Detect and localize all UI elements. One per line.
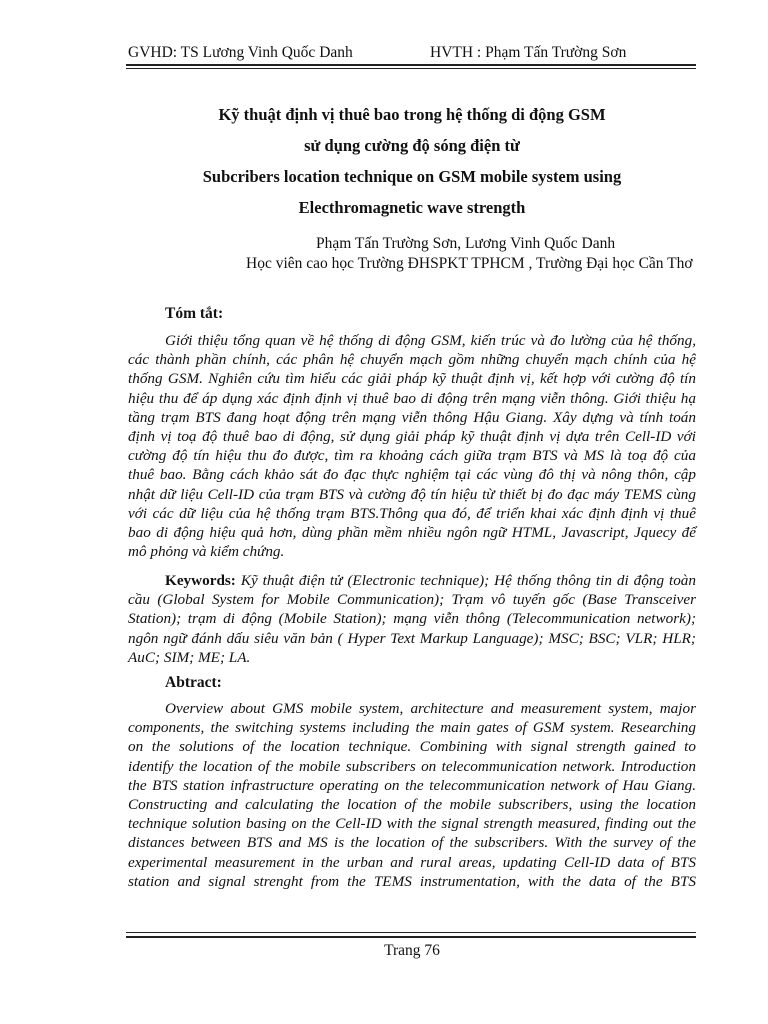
authors-block — [128, 234, 696, 274]
title-line-3: Subcribers location technique on GSM mobile system using — [202, 167, 622, 186]
footer-rule-thin — [126, 932, 696, 933]
page-header — [128, 43, 696, 63]
summary-line: với các dữ liệu của hệ thống trạm BTS.Thông qua đó, để triển khai xác định định vị thuê — [128, 504, 696, 522]
abstract-line: technique solution basing on the Cell-ID with the signal strength measured, finding out the — [128, 815, 696, 833]
summary-line: bao di động hiệu quả hơn, dùng phần mềm nhiều ngôn ngữ HTML, Javascript, Jquecy để — [128, 524, 696, 542]
summary-line: hiệu thu để áp dụng xác định định vị thuê bao di động trên mạng viễn thông. Giới thiệu hạ — [128, 389, 696, 407]
keywords-line: AuC; SIM; ME; LA. — [128, 648, 251, 666]
abstract-line: Constructing and calculating the location of the mobile subscribers, using the location — [128, 796, 696, 814]
keywords-line: cầu (Global System for Mobile Communication); Trạm vô tuyến gốc (Base Transceiver — [128, 591, 696, 609]
summary-heading: Tóm tắt: — [165, 305, 224, 322]
summary-line: thống GSM. Nghiên cứu tìm hiểu các giải pháp kỹ thuật định vị, kết hợp với cường độ tín — [128, 370, 696, 388]
author-affiliation: Học viên cao học Trường ĐHSPKT TPHCM , Trường Đại học Cần Thơ — [246, 255, 693, 272]
abstract-heading: Abtract: — [165, 674, 222, 691]
keywords-text: Kỹ thuật điện tử (Electronic technique); Hệ thống thông tin di động toàn — [235, 572, 696, 589]
abstract-line: identify the location of the mobile subscribers on telecommunication network. Introduction — [128, 757, 696, 775]
summary-line: cường độ tín hiệu thu đo được, tìm ra khoảng cách giữa trạm BTS và MS là toạ độ của — [128, 447, 696, 465]
abstract-line: on the solutions of the location technique. Combining with signal strength gained to — [128, 738, 696, 756]
abstract-line: distances between BTS and MS is the location of the subscribers. With the survey of the — [128, 834, 696, 852]
abstract-line: the BTS station infrastructure operating on the telecommunication network of Hau Giang. — [128, 776, 696, 794]
abstract-paragraph — [128, 699, 696, 891]
summary-line: Giới thiệu tổng quan về hệ thống di động GSM, kiến trúc và đo lường của hệ thống, — [165, 332, 696, 349]
abstract-line: experimental measurement in the urban and rural areas, updating Cell-ID data of BTS — [128, 853, 696, 871]
summary-line: nhật dữ liệu Cell-ID của trạm BTS và cường độ tín hiệu từ thiết bị đo đạc máy TEMS cùng — [128, 485, 696, 503]
summary-line: mô phỏng và kiểm chứng. — [128, 543, 285, 561]
summary-line: tầng trạm BTS đang hoạt động trên mạng viễn thông Hậu Giang. Xây dựng và tính toán — [128, 408, 696, 426]
author-names: Phạm Tấn Trường Sơn, Lương Vinh Quốc Danh — [316, 235, 616, 252]
header-author: HVTH : Phạm Tấn Trường Sơn — [430, 44, 627, 61]
summary-line: định vị toạ độ thuê bao di động, sử dụng giải pháp kỹ thuật định vị dựa trên Cell-ID với — [128, 428, 696, 446]
keywords-line: ngôn ngữ đánh dấu siêu văn bản ( Hyper Text Markup Language); MSC; BSC; VLR; HLR; — [128, 629, 696, 647]
header-rule-thin — [126, 68, 696, 69]
page-footer — [128, 941, 696, 961]
title-line-2: sử dụng cường độ sóng điện từ — [304, 136, 520, 155]
keywords-label: Keywords: — [165, 572, 236, 589]
page-number: Trang 76 — [384, 942, 440, 959]
keywords-paragraph — [128, 571, 696, 667]
title-line-4: Electhromagnetic wave strength — [298, 198, 526, 217]
header-advisor: GVHD: TS Lương Vinh Quốc Danh — [128, 44, 353, 61]
keywords-line: Station); trạm di động (Mobile Station); mạng viễn thông (Telecommunication network); — [128, 610, 696, 628]
summary-paragraph — [128, 331, 696, 561]
keywords-line — [128, 571, 696, 590]
paper-title — [128, 99, 696, 223]
summary-line: các thành phần chính, các phân hệ chuyển mạch gồm những chuyển mạch chính của hệ — [128, 351, 696, 369]
abstract-line: Overview about GMS mobile system, architecture and measurement system, major — [165, 700, 696, 717]
header-rule — [126, 64, 696, 66]
abstract-line: station and signal strenght from the TEMS instrumentation, with the data of the BTS — [128, 872, 696, 890]
summary-line: thuê bao. Bằng cách khảo sát đo đạc thực nghiệm tại các vùng đô thị và nông thôn, cập — [128, 466, 696, 484]
title-line-1: Kỹ thuật định vị thuê bao trong hệ thống di động GSM — [218, 105, 606, 124]
abstract-line: components, the switching systems including the main gates of GSM system. Researching — [128, 719, 696, 737]
footer-rule — [126, 936, 696, 938]
